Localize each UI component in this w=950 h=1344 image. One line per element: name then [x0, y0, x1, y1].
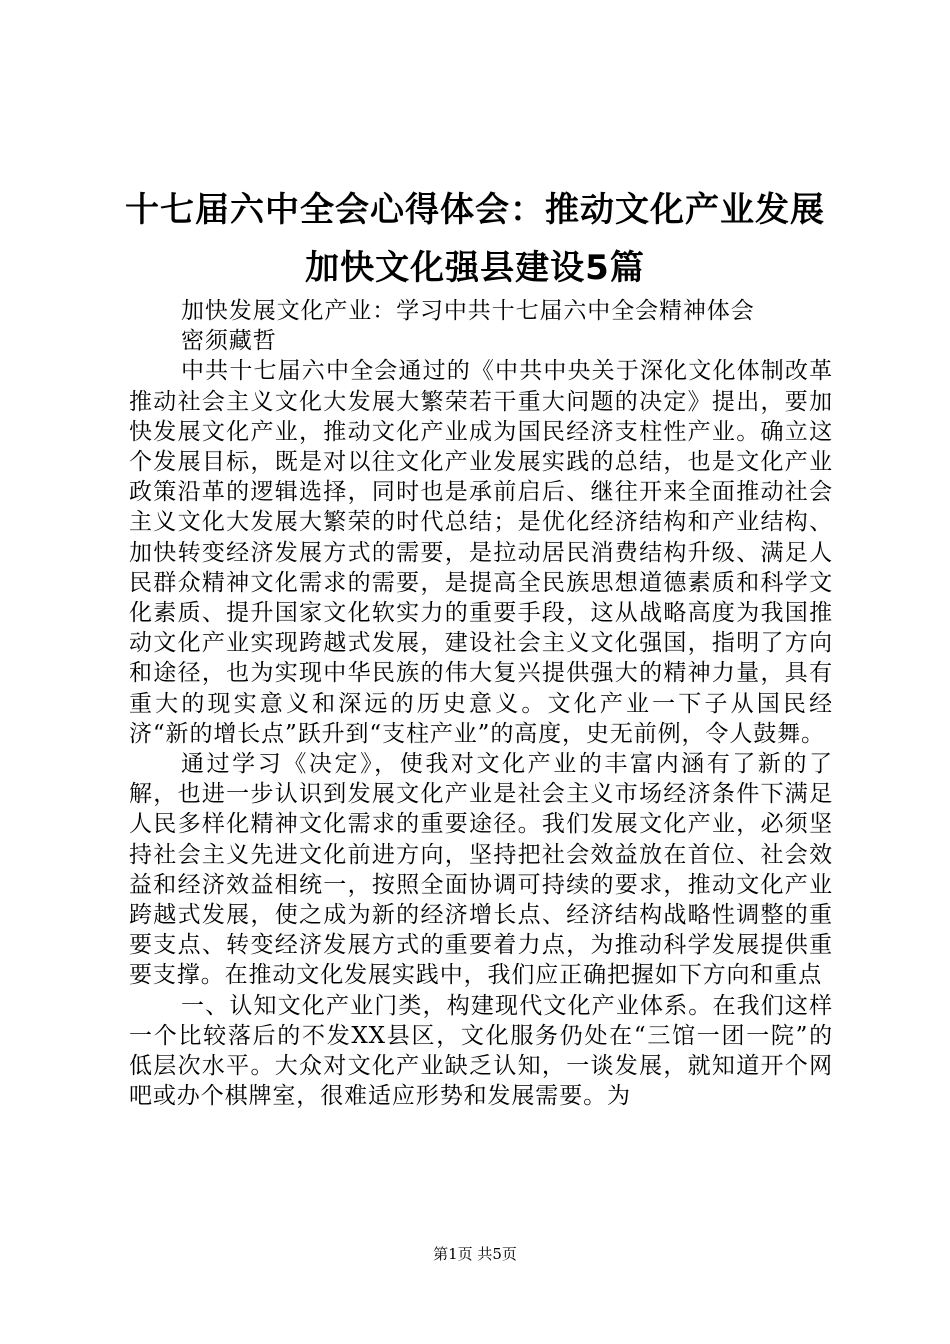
subtitle: 加快发展文化产业：学习中共十七届六中全会精神体会: [181, 298, 755, 324]
document-title-line-1: 十七届六中全会心得体会：推动文化产业发展: [125, 190, 825, 230]
paragraph: 通过学习《决定》，使我对文化产业的丰富内涵有了新的了解，也进一步认识到发展文化产业是社会主义市场经济条件下满足人民多样化精神文化需求的重要途径。我们发展文化产业，必须坚持社会主义先进文化前进方向，坚持把社会效益放在首位、社会效益和经济效益相统一，按照全面协调可持续的要求，推动文化产业跨越式发展，使之成为新的经济增长点、经济结构战略性调整的重要支点、转变经济发展方式的重要着力点，为推动科学发展提供重要支撑。在推动文化发展实践中，我们应正确把握如下方向和重点: [129, 751, 833, 989]
document-title-line-2: 加快文化强县建设5篇: [305, 248, 645, 288]
paragraph: 中共十七届六中全会通过的《中共中央关于深化文化体制改革推动社会主义文化大发展大繁荣若干重大问题的决定》提出，要加快发展文化产业，推动文化产业成为国民经济支柱性产业。确立这个发展目标，既是对以往文化产业发展实践的总结，也是文化产业政策沿革的逻辑选择，同时也是承前启后、继往开来全面推动社会主义文化大发展大繁荣的时代总结；是优化经济结构和产业结构、加快转变经济发展方式的需要，是拉动居民消费结构升级、满足人民群众精神文化需求的需要，是提高全民族思想道德素质和科学文化素质、提升国家文化软实力的重要手段，这从战略高度为我国推动文化产业实现跨越式发展，建设社会主义文化强国，指明了方向和途径，也为实现中华民族的伟大复兴提供强大的精神力量，具有重大的现实意义和深远的历史意义。文化产业一下子从国民经济“新的增长点”跃升到“支柱产业”的高度，史无前例，令人鼓舞。: [129, 358, 833, 747]
page-number-footer: 第1页 共5页: [433, 1245, 517, 1263]
author: 密须藏哲: [181, 328, 277, 355]
paragraph: 一、认知文化产业门类，构建现代文化产业体系。在我们这样一个比较落后的不发XX县区，文化服务仍处在“三馆一团一院”的低层次水平。大众对文化产业缺乏认知，一谈发展，就知道开个网吧或办个棋牌室，很难适应形势和发展需要。为: [129, 992, 833, 1110]
document-body: [129, 296, 833, 1111]
